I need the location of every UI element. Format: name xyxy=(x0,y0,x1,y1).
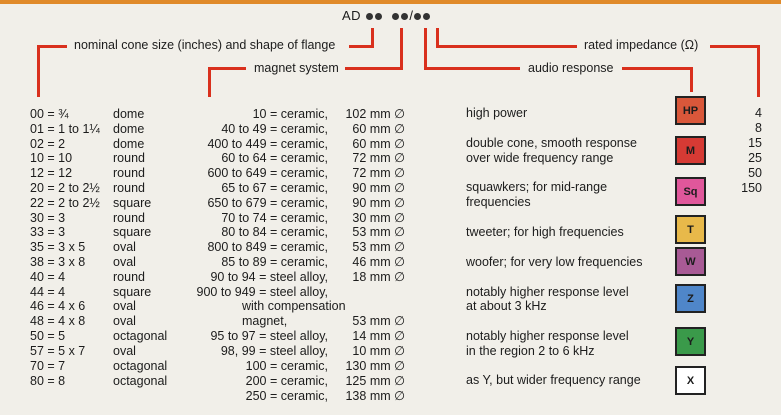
cone-shape: square xyxy=(113,196,152,210)
badge-sq: Sq xyxy=(675,177,706,206)
impedance-value: 25 xyxy=(748,151,762,165)
code-prefix: AD xyxy=(342,8,362,23)
cone-code: 02 = 2 xyxy=(30,137,66,151)
cone-code: 38 = 3 x 8 xyxy=(30,255,86,269)
cone-shape: oval xyxy=(113,299,136,313)
code-dot xyxy=(375,13,382,20)
connector-line xyxy=(349,45,374,48)
magnet-range: 100 = ceramic, xyxy=(245,359,328,373)
badge-x: X xyxy=(675,366,706,395)
cone-shape: round xyxy=(113,181,145,195)
connector-line xyxy=(37,45,67,48)
magnet-range: 85 to 89 = ceramic, xyxy=(221,255,328,269)
magnet-range: 60 to 64 = ceramic, xyxy=(221,151,328,165)
magnet-size: 60 mm ∅ xyxy=(352,122,405,136)
cone-shape: dome xyxy=(113,137,145,151)
cone-shape: square xyxy=(113,285,152,299)
audio-desc: tweeter; for high frequencies xyxy=(466,225,624,239)
audio-desc: over wide frequency range xyxy=(466,151,614,165)
audio-desc: in the region 2 to 6 kHz xyxy=(466,344,595,358)
magnet-size: 14 mm ∅ xyxy=(352,329,405,343)
cone-code: 35 = 3 x 5 xyxy=(30,240,86,254)
magnet-size: 18 mm ∅ xyxy=(352,270,405,284)
cone-code: 40 = 4 xyxy=(30,270,66,284)
magnet-range: 400 to 449 = ceramic, xyxy=(207,137,328,151)
connector-line xyxy=(757,45,760,97)
cone-size-label: nominal cone size (inches) and shape of flange xyxy=(74,38,336,52)
cone-shape: oval xyxy=(113,255,136,269)
cone-code: 20 = 2 to 2½ xyxy=(30,181,100,195)
magnet-size: 130 mm ∅ xyxy=(345,359,405,373)
cone-shape: oval xyxy=(113,344,136,358)
magnet-range: magnet, xyxy=(242,314,288,328)
cone-code: 00 = ¾ xyxy=(30,107,69,121)
badge-y: Y xyxy=(675,327,706,356)
badge-w: W xyxy=(675,247,706,276)
cone-shape: round xyxy=(113,211,145,225)
magnet-size: 72 mm ∅ xyxy=(352,151,405,165)
cone-code: 01 = 1 to 1¼ xyxy=(30,122,100,136)
magnet-size: 10 mm ∅ xyxy=(352,344,405,358)
cone-code: 57 = 5 x 7 xyxy=(30,344,86,358)
cone-code: 48 = 4 x 8 xyxy=(30,314,86,328)
magnet-range: 800 to 849 = ceramic, xyxy=(207,240,328,254)
connector-line xyxy=(37,45,40,97)
magnet-size: 30 mm ∅ xyxy=(352,211,405,225)
badge-hp: HP xyxy=(675,96,706,125)
cone-code: 44 = 4 xyxy=(30,285,66,299)
magnet-size: 90 mm ∅ xyxy=(352,181,405,195)
magnet-size: 53 mm ∅ xyxy=(352,314,405,328)
cone-code: 10 = 10 xyxy=(30,151,73,165)
code-slash: / xyxy=(409,8,414,23)
audio-desc: as Y, but wider frequency range xyxy=(466,373,641,387)
magnet-size: 72 mm ∅ xyxy=(352,166,405,180)
magnet-size: 125 mm ∅ xyxy=(345,374,405,388)
cone-code: 46 = 4 x 6 xyxy=(30,299,86,313)
magnet-range: 250 = ceramic, xyxy=(245,389,328,403)
cone-shape: dome xyxy=(113,107,145,121)
audio-desc: squawkers; for mid-range xyxy=(466,180,608,194)
impedance-value: 150 xyxy=(741,181,762,195)
audio-desc: high power xyxy=(466,106,528,120)
magnet-range: 650 to 679 = ceramic, xyxy=(207,196,328,210)
cone-code: 33 = 3 xyxy=(30,225,66,239)
magnet-range: 70 to 74 = ceramic, xyxy=(221,211,328,225)
cone-shape: round xyxy=(113,151,145,165)
impedance-value: 15 xyxy=(748,136,762,150)
magnet-range: with compensation xyxy=(242,299,346,313)
connector-line xyxy=(208,67,211,97)
connector-line xyxy=(710,45,760,48)
magnet-range: 900 to 949 = steel alloy, xyxy=(196,285,328,299)
badge-z: Z xyxy=(675,284,706,313)
cone-code: 12 = 12 xyxy=(30,166,73,180)
magnet-size: 46 mm ∅ xyxy=(352,255,405,269)
cone-shape: round xyxy=(113,166,145,180)
magnet-size: 102 mm ∅ xyxy=(345,107,405,121)
audio-desc: notably higher response level xyxy=(466,285,629,299)
audio-desc: double cone, smooth response xyxy=(466,136,637,150)
connector-line xyxy=(400,28,403,70)
magnet-range: 80 to 84 = ceramic, xyxy=(221,225,328,239)
magnet-range: 200 = ceramic, xyxy=(245,374,328,388)
magnet-range: 90 to 94 = steel alloy, xyxy=(210,270,328,284)
connector-line xyxy=(622,67,692,70)
cone-code: 70 = 7 xyxy=(30,359,66,373)
cone-shape: octagonal xyxy=(113,374,168,388)
connector-line xyxy=(436,45,577,48)
magnet-system-label: magnet system xyxy=(254,61,339,75)
connector-line xyxy=(345,67,403,70)
cone-code: 50 = 5 xyxy=(30,329,66,343)
connector-line xyxy=(690,67,693,92)
magnet-range: 65 to 67 = ceramic, xyxy=(221,181,328,195)
badge-t: T xyxy=(675,215,706,244)
audio-desc: frequencies xyxy=(466,195,531,209)
cone-code: 30 = 3 xyxy=(30,211,66,225)
cone-shape: round xyxy=(113,270,145,284)
impedance-label: rated impedance (Ω) xyxy=(584,38,699,52)
magnet-range: 40 to 49 = ceramic, xyxy=(221,122,328,136)
code-dot xyxy=(401,13,408,20)
audio-desc: woofer; for very low frequencies xyxy=(466,255,643,269)
magnet-size: 90 mm ∅ xyxy=(352,196,405,210)
magnet-range: 600 to 649 = ceramic, xyxy=(207,166,328,180)
audio-desc: at about 3 kHz xyxy=(466,299,547,313)
magnet-size: 138 mm ∅ xyxy=(345,389,405,403)
badge-m: M xyxy=(675,136,706,165)
magnet-range: 98, 99 = steel alloy, xyxy=(220,344,328,358)
impedance-value: 8 xyxy=(755,121,762,135)
magnet-range: 10 = ceramic, xyxy=(252,107,328,121)
cone-shape: octagonal xyxy=(113,329,168,343)
code-dot xyxy=(366,13,373,20)
cone-shape: octagonal xyxy=(113,359,168,373)
cone-shape: oval xyxy=(113,240,136,254)
magnet-size: 60 mm ∅ xyxy=(352,137,405,151)
audio-desc: notably higher response level xyxy=(466,329,629,343)
cone-shape: dome xyxy=(113,122,145,136)
magnet-range: 95 to 97 = steel alloy, xyxy=(210,329,328,343)
audio-response-label: audio response xyxy=(528,61,614,75)
code-dot xyxy=(414,13,421,20)
connector-line xyxy=(208,67,246,70)
magnet-size: 53 mm ∅ xyxy=(352,225,405,239)
cone-shape: oval xyxy=(113,314,136,328)
code-dot xyxy=(392,13,399,20)
impedance-value: 50 xyxy=(748,166,762,180)
connector-line xyxy=(424,67,520,70)
type-code xyxy=(342,8,431,23)
code-dot xyxy=(423,13,430,20)
cone-code: 22 = 2 to 2½ xyxy=(30,196,100,210)
connector-line xyxy=(424,28,427,70)
cone-code: 80 = 8 xyxy=(30,374,66,388)
magnet-size: 53 mm ∅ xyxy=(352,240,405,254)
impedance-value: 4 xyxy=(755,106,762,120)
top-accent-bar xyxy=(0,0,781,4)
cone-shape: square xyxy=(113,225,152,239)
